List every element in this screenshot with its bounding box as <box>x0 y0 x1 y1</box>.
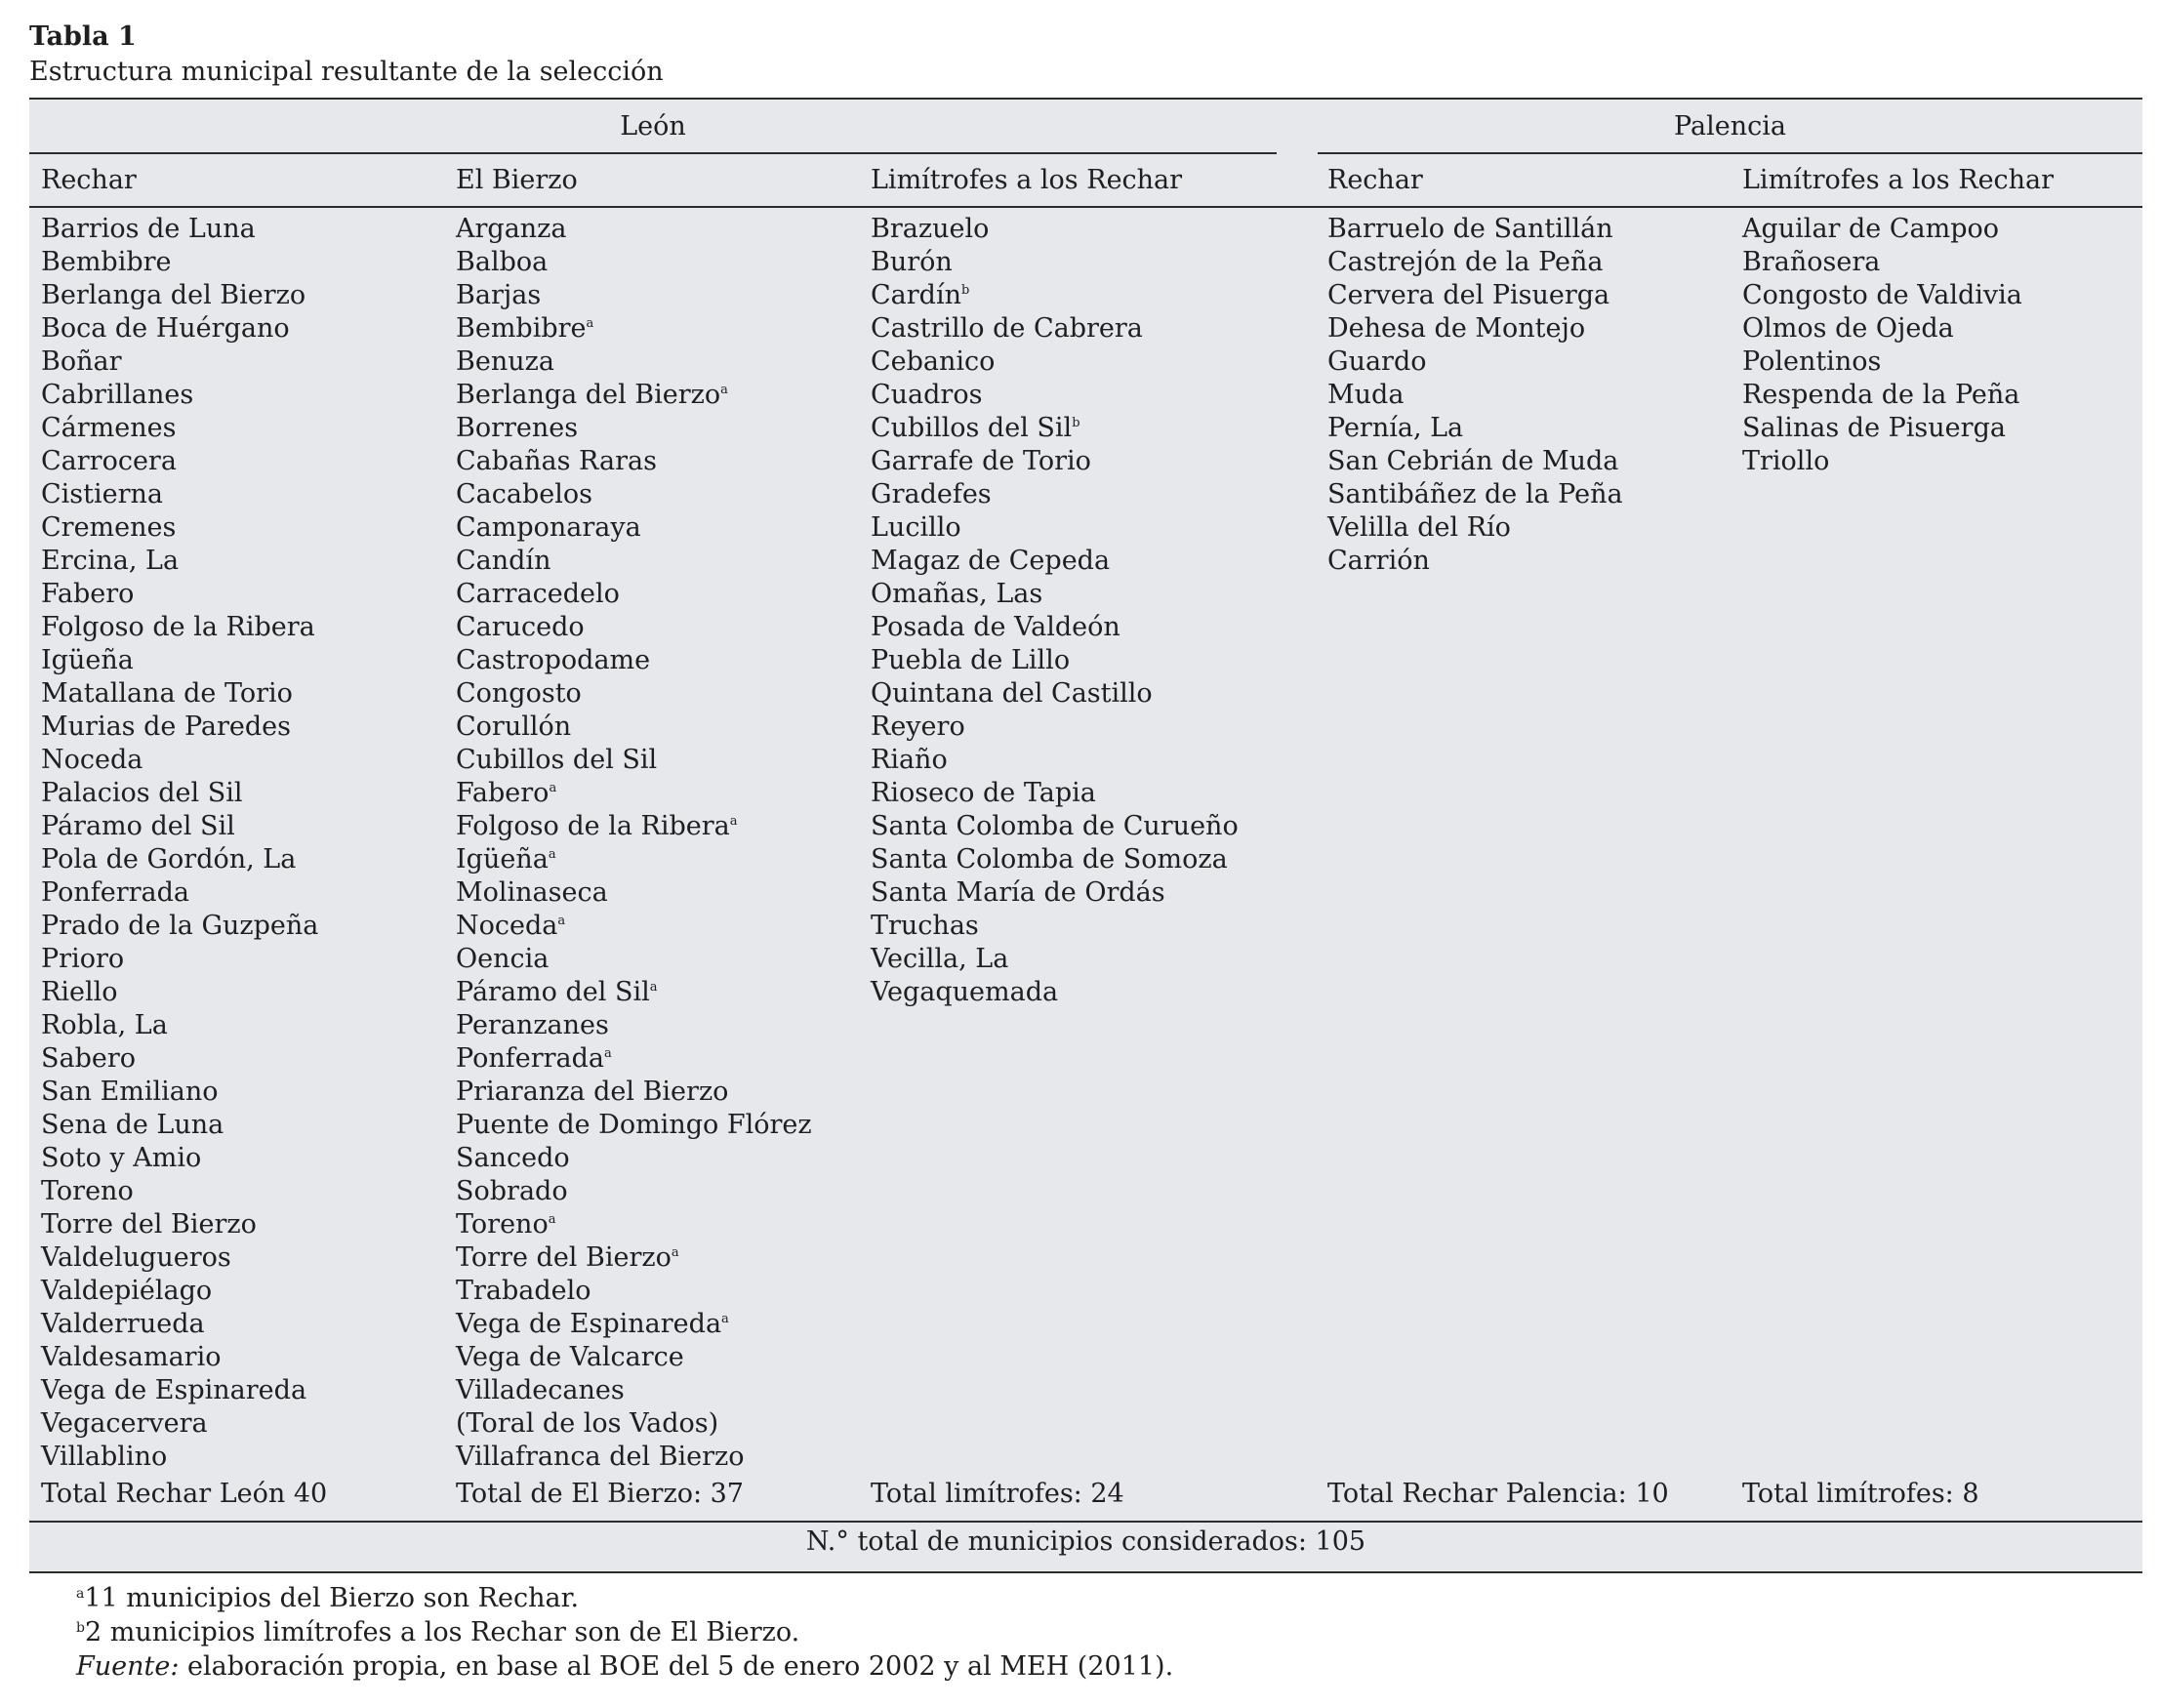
municipality-name: Santa María de Ordás <box>871 877 1165 908</box>
municipality-row <box>1327 511 1623 545</box>
municipality-row <box>41 876 318 910</box>
footnote-b <box>76 1615 1173 1649</box>
municipality-row <box>41 1275 318 1308</box>
municipality-name: Benuza <box>456 346 554 377</box>
municipality-name: Igüeña <box>41 645 134 675</box>
municipality-row <box>871 279 1239 312</box>
municipality-name: Vegaquemada <box>871 977 1059 1007</box>
municipality-name: Santa Colomba de Curueño <box>871 811 1239 841</box>
header-leon-limitrofes: Limítrofes a los Rechar <box>871 165 1183 195</box>
footnote-marker: a <box>548 1212 556 1227</box>
municipality-row <box>456 379 812 412</box>
municipality-row <box>456 578 812 611</box>
municipality-row <box>41 312 318 346</box>
municipality-name: Barrios de Luna <box>41 214 256 244</box>
municipality-row <box>871 711 1239 744</box>
municipality-name: Torre del Bierzo <box>41 1209 257 1240</box>
municipality-name: Cabrillanes <box>41 380 194 410</box>
municipality-name: Puebla de Lillo <box>871 645 1071 675</box>
municipality-row <box>871 379 1239 412</box>
municipality-row <box>41 1142 318 1175</box>
municipality-row <box>1742 213 2022 246</box>
municipality-name: Berlanga del Bierzo <box>41 280 306 310</box>
column-leon-bierzo <box>456 213 812 1474</box>
municipality-name: Murias de Paredes <box>41 712 292 742</box>
municipality-name: Riaño <box>871 745 948 775</box>
municipality-row <box>871 644 1239 677</box>
footnote-marker: b <box>1072 416 1080 430</box>
municipality-row <box>456 1175 812 1208</box>
footnote-marker: a <box>721 1312 729 1326</box>
municipality-row <box>41 1374 318 1407</box>
municipality-row <box>41 644 318 677</box>
municipality-row <box>871 312 1239 346</box>
source-note <box>76 1649 1173 1684</box>
municipality-row <box>871 545 1239 578</box>
municipality-name: Valderrueda <box>41 1309 205 1339</box>
municipality-name: Polentinos <box>1742 346 1882 377</box>
municipality-row <box>1327 445 1623 478</box>
municipality-row <box>41 246 318 279</box>
column-palencia-limitrofes <box>1742 213 2022 478</box>
municipality-row <box>871 412 1239 445</box>
municipality-name: Boñar <box>41 346 122 377</box>
municipality-name: Páramo del Sil <box>456 977 650 1007</box>
municipality-row <box>456 843 812 876</box>
municipality-name: Cistierna <box>41 479 164 509</box>
municipality-name: Torre del Bierzo <box>456 1242 672 1273</box>
municipality-name: Folgoso de la Ribera <box>41 612 315 642</box>
municipality-row <box>41 578 318 611</box>
municipality-name: Posada de Valdeón <box>871 612 1120 642</box>
municipality-row <box>456 1042 812 1076</box>
municipality-name: Vega de Espinareda <box>41 1375 307 1405</box>
total-leon-bierzo: Total de El Bierzo: 37 <box>456 1479 744 1509</box>
municipality-row <box>1327 312 1623 346</box>
footnote-marker: a <box>586 316 594 331</box>
municipality-row <box>456 279 812 312</box>
municipality-row <box>41 1441 318 1474</box>
municipality-name: Toreno <box>456 1209 549 1240</box>
municipality-name: Garrafe de Torio <box>871 446 1091 476</box>
municipality-name: Folgoso de la Ribera <box>456 811 730 841</box>
municipality-row <box>871 876 1239 910</box>
municipality-name: Bembibre <box>41 247 172 277</box>
municipality-name: Quintana del Castillo <box>871 678 1153 709</box>
municipality-row <box>456 346 812 379</box>
municipality-name: Trabadelo <box>456 1276 591 1306</box>
municipality-row <box>41 611 318 644</box>
municipality-row <box>456 545 812 578</box>
municipality-name: Prioro <box>41 944 125 974</box>
municipality-name: Cacabelos <box>456 479 592 509</box>
municipality-row <box>456 777 812 810</box>
municipality-row <box>456 1407 812 1441</box>
municipality-row <box>41 1241 318 1275</box>
municipality-row <box>871 744 1239 777</box>
table-title: Tabla 1 <box>29 21 137 52</box>
municipality-row <box>41 677 318 711</box>
municipality-name: Vega de Valcarce <box>456 1342 684 1372</box>
grand-total: N.° total de municipios considerados: 105 <box>805 1526 1366 1557</box>
source-label: Fuente: <box>76 1651 180 1682</box>
municipality-name: Fabero <box>41 579 135 609</box>
municipality-name: Priaranza del Bierzo <box>456 1077 729 1107</box>
municipality-name: Omañas, Las <box>871 579 1043 609</box>
municipality-row <box>1327 478 1623 511</box>
municipality-name: Pola de Gordón, La <box>41 844 297 874</box>
municipality-row <box>456 1308 812 1341</box>
municipality-row <box>871 511 1239 545</box>
footnote-marker: a <box>603 1046 612 1061</box>
municipality-row <box>456 677 812 711</box>
municipality-row <box>456 943 812 976</box>
palencia-group-underline <box>1318 152 2142 154</box>
municipality-name: Bembibre <box>456 313 587 344</box>
municipality-row <box>41 1341 318 1374</box>
footnote-marker: a <box>729 814 738 829</box>
municipality-name: Carucedo <box>456 612 585 642</box>
totals-rule <box>29 1521 2142 1523</box>
municipality-row <box>41 1042 318 1076</box>
municipality-name: Prado de la Guzpeña <box>41 911 319 941</box>
municipality-row <box>456 711 812 744</box>
municipality-row <box>871 677 1239 711</box>
municipality-name: Castropodame <box>456 645 651 675</box>
municipality-name: Sena de Luna <box>41 1110 224 1140</box>
municipality-name: Oencia <box>456 944 550 974</box>
municipality-name: San Cebrián de Muda <box>1327 446 1619 476</box>
municipality-row <box>1742 279 2022 312</box>
municipality-row <box>41 279 318 312</box>
municipality-row <box>871 246 1239 279</box>
municipality-row <box>41 379 318 412</box>
municipality-row <box>456 976 812 1009</box>
municipality-row <box>1327 412 1623 445</box>
municipality-name: Carrión <box>1327 546 1430 576</box>
municipality-row <box>456 412 812 445</box>
municipality-name: Santibáñez de la Peña <box>1327 479 1623 509</box>
municipality-row <box>41 346 318 379</box>
municipality-row <box>456 445 812 478</box>
municipality-name: Cardín <box>871 280 961 310</box>
total-palencia-rechar: Total Rechar Palencia: 10 <box>1327 1479 1669 1509</box>
footnote-marker: b <box>960 283 970 298</box>
municipality-name: Truchas <box>871 911 979 941</box>
municipality-name: Olmos de Ojeda <box>1742 313 1954 344</box>
header-palencia-limitrofes: Limítrofes a los Rechar <box>1742 165 2055 195</box>
municipality-name: Candín <box>456 546 551 576</box>
municipality-row <box>456 1009 812 1042</box>
municipality-name: Gradefes <box>871 479 992 509</box>
municipality-name: Balboa <box>456 247 549 277</box>
municipality-row <box>1742 379 2022 412</box>
municipality-row <box>871 213 1239 246</box>
municipality-name: Fabero <box>456 778 550 808</box>
municipality-name: Palacios del Sil <box>41 778 243 808</box>
municipality-row <box>456 910 812 943</box>
municipality-name: Peranzanes <box>456 1010 609 1040</box>
municipality-name: Riello <box>41 977 118 1007</box>
municipality-name: Cubillos del Sil <box>871 413 1073 443</box>
municipality-row <box>456 644 812 677</box>
municipality-name: Páramo del Sil <box>41 811 235 841</box>
municipality-name: Cervera del Pisuerga <box>1327 280 1610 310</box>
header-rule <box>29 206 2142 208</box>
municipality-row <box>41 810 318 843</box>
municipality-name: Pernía, La <box>1327 413 1464 443</box>
municipality-row <box>41 213 318 246</box>
municipality-row <box>871 976 1239 1009</box>
municipality-name: Corullón <box>456 712 572 742</box>
municipality-row <box>41 1109 318 1142</box>
table-footnotes <box>76 1581 1173 1684</box>
municipality-row <box>1327 279 1623 312</box>
municipality-row <box>1327 545 1623 578</box>
municipality-row <box>41 1308 318 1341</box>
municipality-row <box>456 1241 812 1275</box>
municipality-name: Carrocera <box>41 446 177 476</box>
municipality-name: Igüeña <box>456 844 549 874</box>
municipality-name: Barruelo de Santillán <box>1327 214 1613 244</box>
municipality-name: Sobrado <box>456 1176 568 1206</box>
bottom-rule <box>29 1571 2142 1573</box>
municipality-name: Villablino <box>41 1442 168 1472</box>
footnote-marker: a <box>557 914 566 928</box>
municipality-name: Muda <box>1327 380 1405 410</box>
header-leon-rechar: Rechar <box>41 165 137 195</box>
municipality-name: Valdepiélago <box>41 1276 213 1306</box>
municipality-row <box>41 445 318 478</box>
municipality-name: Salinas de Pisuerga <box>1742 413 2006 443</box>
municipality-row <box>871 578 1239 611</box>
municipality-name: Velilla del Río <box>1327 512 1511 543</box>
municipality-name: Toreno <box>41 1176 134 1206</box>
municipality-row <box>871 910 1239 943</box>
footnote-marker: a <box>720 383 728 397</box>
municipality-row <box>41 910 318 943</box>
municipality-name: Lucillo <box>871 512 961 543</box>
group-header-leon: León <box>620 111 686 142</box>
municipality-row <box>1742 445 2022 478</box>
municipality-row <box>1742 312 2022 346</box>
municipality-row <box>41 1175 318 1208</box>
footnote-marker: a <box>671 1245 679 1260</box>
municipality-name: Boca de Huérgano <box>41 313 290 344</box>
municipality-name: Villafranca del Bierzo <box>456 1442 745 1472</box>
municipality-row <box>456 478 812 511</box>
municipality-name: Cebanico <box>871 346 996 377</box>
municipality-name: Congosto de Valdivia <box>1742 280 2022 310</box>
municipality-name: Guardo <box>1327 346 1427 377</box>
municipality-row <box>41 1407 318 1441</box>
municipality-row <box>41 711 318 744</box>
header-palencia-rechar: Rechar <box>1327 165 1423 195</box>
municipality-row <box>41 1009 318 1042</box>
municipality-name: Vegacervera <box>41 1408 208 1439</box>
column-leon-rechar <box>41 213 318 1474</box>
municipality-row <box>871 943 1239 976</box>
municipality-name: Valdelugueros <box>41 1242 231 1273</box>
top-rule <box>29 98 2142 100</box>
municipality-row <box>41 545 318 578</box>
municipality-name: Ponferrada <box>456 1043 604 1074</box>
municipality-row <box>41 1208 318 1241</box>
municipality-name: San Emiliano <box>41 1077 219 1107</box>
municipality-name: Puente de Domingo Flórez <box>456 1110 812 1140</box>
source-text: elaboración propia, en base al BOE del 5 de enero 2002 y al MEH (2011). <box>179 1651 1174 1682</box>
municipality-name: Carracedelo <box>456 579 620 609</box>
municipality-row <box>456 1374 812 1407</box>
municipality-name: Borrenes <box>456 413 579 443</box>
footnote-marker: a <box>548 847 556 862</box>
municipality-row <box>456 1076 812 1109</box>
municipality-name: Soto y Amio <box>41 1143 202 1173</box>
municipality-row <box>1327 379 1623 412</box>
municipality-row <box>1742 246 2022 279</box>
municipality-row <box>871 777 1239 810</box>
municipality-row <box>41 412 318 445</box>
municipality-name: Santa Colomba de Somoza <box>871 844 1228 874</box>
municipality-row <box>41 1076 318 1109</box>
municipal-structure-table <box>29 98 2142 1573</box>
municipality-row <box>1327 213 1623 246</box>
municipality-name: Castrillo de Cabrera <box>871 313 1143 344</box>
municipality-name: Cubillos del Sil <box>456 745 658 775</box>
municipality-row <box>41 478 318 511</box>
municipality-row <box>456 876 812 910</box>
municipality-row <box>456 744 812 777</box>
municipality-row <box>41 943 318 976</box>
footnote-b-text: 2 municipios limítrofes a los Rechar son de El Bierzo. <box>84 1617 800 1647</box>
municipality-row <box>871 445 1239 478</box>
municipality-name: Triollo <box>1742 446 1830 476</box>
footnote-marker: a <box>549 781 557 795</box>
municipality-name: Brazuelo <box>871 214 990 244</box>
municipality-row <box>456 1441 812 1474</box>
municipality-row <box>456 810 812 843</box>
municipality-row <box>1327 346 1623 379</box>
municipality-row <box>41 744 318 777</box>
municipality-name: Sancedo <box>456 1143 570 1173</box>
municipality-row <box>871 843 1239 876</box>
municipality-row <box>456 312 812 346</box>
municipality-row <box>456 1275 812 1308</box>
municipality-name: Vecilla, La <box>871 944 1009 974</box>
municipality-name: Ercina, La <box>41 546 180 576</box>
total-leon-rechar: Total Rechar León 40 <box>41 1479 328 1509</box>
municipality-name: Respenda de la Peña <box>1742 380 2020 410</box>
municipality-row <box>456 1208 812 1241</box>
municipality-row <box>456 1341 812 1374</box>
municipality-row <box>871 478 1239 511</box>
municipality-row <box>456 213 812 246</box>
footnote-a-text: 11 municipios del Bierzo son Rechar. <box>84 1583 580 1613</box>
municipality-name: Burón <box>871 247 953 277</box>
municipality-name: Rioseco de Tapia <box>871 778 1096 808</box>
municipality-name: Matallana de Torio <box>41 678 293 709</box>
municipality-name: Arganza <box>456 214 567 244</box>
municipality-name: Sabero <box>41 1043 137 1074</box>
municipality-row <box>456 611 812 644</box>
municipality-row <box>456 1142 812 1175</box>
footnote-b-mark: b <box>76 1620 85 1636</box>
municipality-name: Vega de Espinareda <box>456 1309 722 1339</box>
municipality-name: Ponferrada <box>41 877 189 908</box>
municipality-name: Cremenes <box>41 512 177 543</box>
municipality-row <box>456 246 812 279</box>
municipality-name: Berlanga del Bierzo <box>456 380 721 410</box>
municipality-row <box>41 777 318 810</box>
municipality-name: Valdesamario <box>41 1342 222 1372</box>
municipality-row <box>41 511 318 545</box>
municipality-name: Aguilar de Campoo <box>1742 214 2000 244</box>
municipality-row <box>871 611 1239 644</box>
municipality-name: Noceda <box>456 911 558 941</box>
header-leon-bierzo: El Bierzo <box>456 165 578 195</box>
municipality-row <box>1742 412 2022 445</box>
municipality-row <box>871 346 1239 379</box>
municipality-name: Villadecanes <box>456 1375 625 1405</box>
municipality-name: Noceda <box>41 745 143 775</box>
column-palencia-rechar <box>1327 213 1623 578</box>
municipality-name: Brañosera <box>1742 247 1881 277</box>
municipality-name: Congosto <box>456 678 582 709</box>
municipality-name: (Toral de los Vados) <box>456 1408 719 1439</box>
column-leon-limitrofes <box>871 213 1239 1009</box>
municipality-name: Cármenes <box>41 413 177 443</box>
municipality-row <box>456 511 812 545</box>
total-leon-limitrofes: Total limítrofes: 24 <box>871 1479 1124 1509</box>
group-header-palencia: Palencia <box>1674 111 1786 142</box>
municipality-name: Cabañas Raras <box>456 446 657 476</box>
footnote-a-mark: a <box>76 1586 85 1602</box>
municipality-name: Camponaraya <box>456 512 641 543</box>
leon-group-underline <box>29 152 1277 154</box>
municipality-name: Robla, La <box>41 1010 168 1040</box>
total-palencia-limitrofes: Total limítrofes: 8 <box>1742 1479 1979 1509</box>
municipality-row <box>456 1109 812 1142</box>
municipality-name: Magaz de Cepeda <box>871 546 1111 576</box>
table-caption: Estructura municipal resultante de la selección <box>29 57 664 87</box>
municipality-name: Molinaseca <box>456 877 608 908</box>
municipality-name: Dehesa de Montejo <box>1327 313 1586 344</box>
municipality-name: Reyero <box>871 712 965 742</box>
municipality-row <box>871 810 1239 843</box>
municipality-name: Castrejón de la Peña <box>1327 247 1604 277</box>
municipality-row <box>1327 246 1623 279</box>
municipality-row <box>1742 346 2022 379</box>
municipality-row <box>41 976 318 1009</box>
footnote-a <box>76 1581 1173 1615</box>
municipality-name: Cuadros <box>871 380 983 410</box>
municipality-name: Barjas <box>456 280 542 310</box>
municipality-row <box>41 843 318 876</box>
footnote-marker: a <box>649 980 658 995</box>
